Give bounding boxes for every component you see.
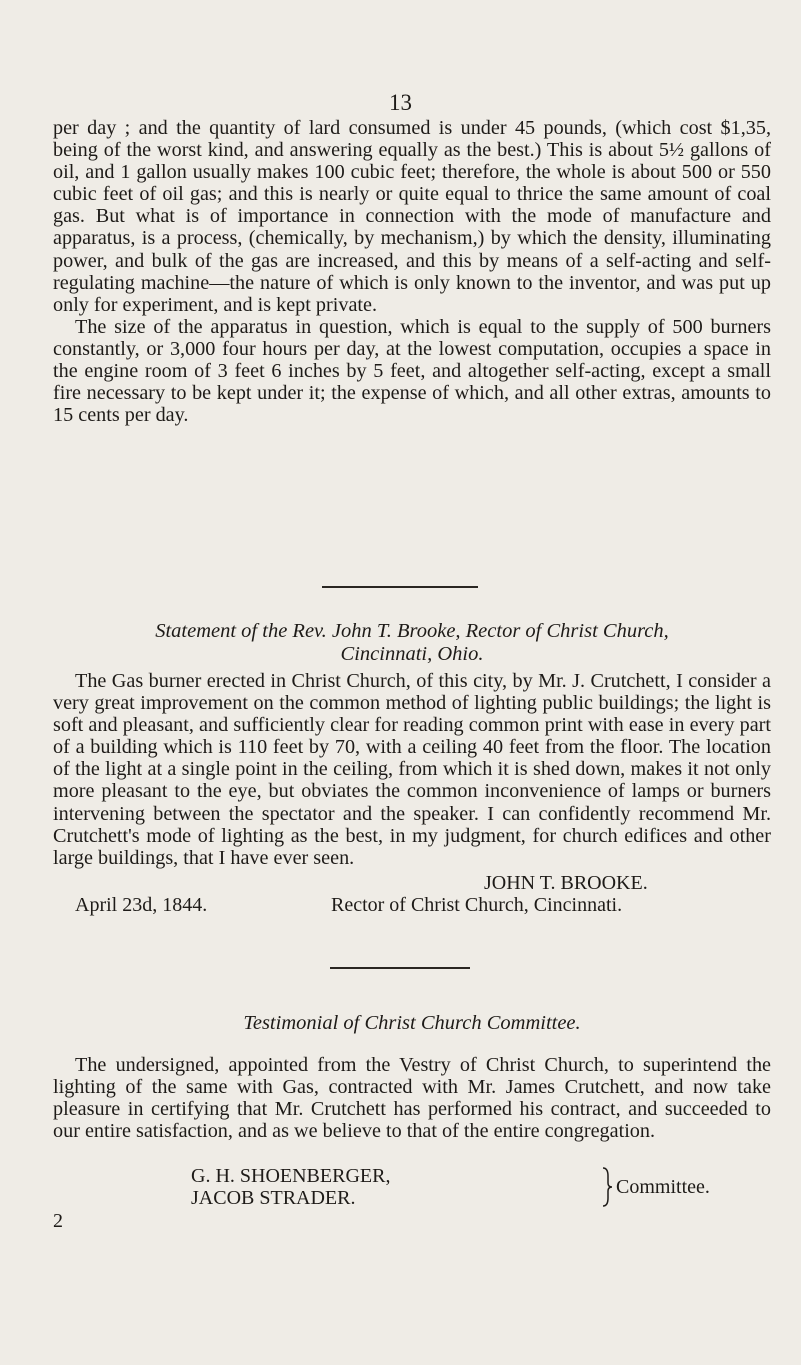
committee-signer-2: JACOB STRADER. bbox=[191, 1187, 356, 1209]
section-divider-2 bbox=[330, 967, 470, 969]
page-number: 13 bbox=[389, 90, 412, 115]
committee-signer-1: G. H. SHOENBERGER, bbox=[191, 1165, 391, 1187]
intro-paragraph-2: The size of the apparatus in question, which is equal to the supply of 500 burners constantly, or 3,000 four hours per day, at the lowest computation, occupies a space in the engine room of 3 feet 6 inches by 5 feet, and altogether self-acting, except a small fire necessary to be kept under it; the expense of which, and all other extras, amounts to 15 cents per day. bbox=[53, 315, 771, 427]
testimonial-heading: Testimonial of Christ Church Committee. bbox=[243, 1012, 581, 1034]
intro-section bbox=[53, 117, 771, 426]
statement-heading-line-1: Statement of the Rev. John T. Brooke, Rector of Christ Church, bbox=[155, 620, 669, 642]
testimonial-body: The undersigned, appointed from the Vestry of Christ Church, to superintend the lighting of the same with Gas, contracted with Mr. James Crutchett, and now take pleasure in certifying that Mr. Crutchett has performed his contract, and succeeded to our entire satisfaction, and as we believe to that of the entire congregation. bbox=[53, 1054, 771, 1143]
committee-label: Committee. bbox=[616, 1176, 710, 1198]
statement-heading bbox=[53, 620, 771, 665]
statement-signature-name: JOHN T. BROOKE. bbox=[484, 872, 648, 894]
signature-mark: 2 bbox=[53, 1210, 63, 1232]
statement-date: April 23d, 1844. bbox=[75, 894, 208, 916]
testimonial-section bbox=[53, 1054, 771, 1142]
section-divider-1 bbox=[322, 586, 478, 588]
intro-paragraph-1: per day ; and the quantity of lard consumed is under 45 pounds, (which cost $1,35, being of the worst kind, and answering equally as the best.) This is about 5½ gallons of oil, and 1 gallon usually makes 100 cubic feet; therefore, the whole is about 500 or 550 cubic feet of oil gas; and this is nearly or quite equal to thrice the same amount of coal gas. But what is of importance in connection with the mode of manufacture and apparatus, is a process, (chemically, by mechanism,) by which the density, illuminating power, and bulk of the gas are increased, and this by means of a self-acting and self-regulating machine—the nature of which is only known to the inventor, and was put up only for experiment, and is kept private. bbox=[53, 117, 771, 316]
statement-heading-line-2: Cincinnati, Ohio. bbox=[340, 642, 484, 665]
committee-brace-icon bbox=[600, 1166, 614, 1208]
statement-signature-title: Rector of Christ Church, Cincinnati. bbox=[331, 894, 623, 916]
statement-section bbox=[53, 670, 771, 869]
statement-body: The Gas burner erected in Christ Church, of this city, by Mr. J. Crutchett, I consider a very great improvement on the common method of lighting public buildings; the light is soft and pleasant, and sufficiently clear for reading common print with ease in every part of a building which is 110 feet by 70, with a ceiling 40 feet from the floor. The location of the light at a single point in the ceiling, from which it is shed down, makes it not only more pleasant to the eye, but obviates the common inconvenience of lamps or burners intervening between the spectator and the speaker. I can confidently recommend Mr. Crutchett's mode of lighting as the best, in my judgment, for church edifices and other large buildings, that I have ever seen. bbox=[53, 670, 771, 869]
